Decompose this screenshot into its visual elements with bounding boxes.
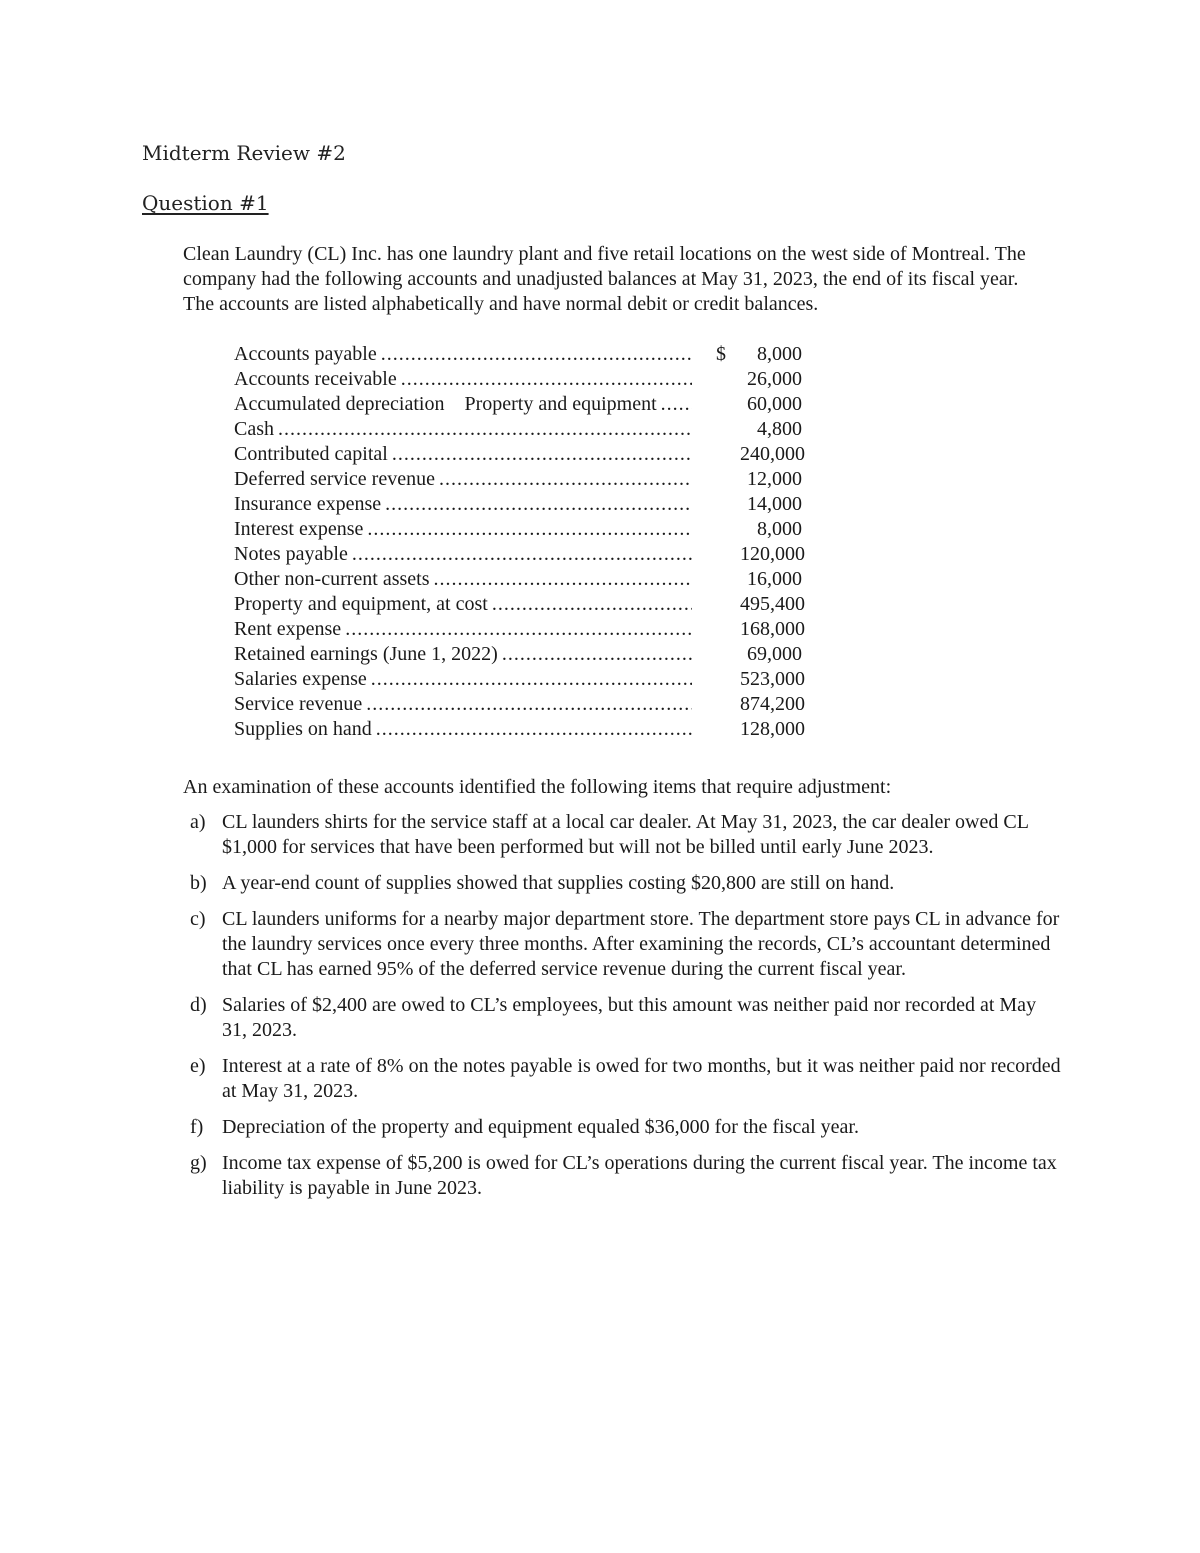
item-letter: g) [190, 1152, 207, 1174]
account-name: Deferred service revenue [234, 468, 435, 490]
account-name: Rent expense [234, 618, 342, 640]
account-amount: 4,800 [757, 418, 802, 440]
account-amount: 523,000 [740, 668, 805, 690]
item-text: Income tax expense of $5,200 is owed for CL’s operations during the current fiscal year. The income tax liability is payable in June 2023. [222, 1152, 1057, 1199]
item-letter: f) [190, 1116, 204, 1138]
item-text: Depreciation of the property and equipment equaled $36,000 for the fiscal year. [222, 1116, 859, 1138]
item-text: Interest at a rate of 8% on the notes payable is owed for two months, but it was neither paid nor recorded at May 31, 2023. [222, 1055, 1061, 1102]
leader-dots [376, 717, 692, 742]
account-row [234, 692, 805, 717]
account-name: Notes payable [234, 543, 348, 565]
account-row [234, 542, 805, 567]
currency-symbol: $ [716, 343, 726, 365]
item-letter: a) [190, 811, 206, 833]
account-amount: 12,000 [747, 468, 802, 490]
item-letter: e) [190, 1055, 206, 1077]
leader-dots [492, 592, 692, 617]
account-row [234, 642, 802, 667]
item-letter: b) [190, 872, 207, 894]
leader-dots [371, 667, 692, 692]
adjustment-item [190, 1054, 1065, 1104]
item-text: A year-end count of supplies showed that supplies costing $20,800 are still on hand. [222, 872, 895, 894]
account-amount: 14,000 [747, 493, 802, 515]
account-name: Other non-current assets [234, 568, 430, 590]
question-heading: Question #1 [142, 191, 269, 215]
item-letter: d) [190, 994, 207, 1016]
account-row [234, 442, 805, 467]
leader-dots [352, 542, 692, 567]
account-name: Property and equipment, at cost [234, 593, 488, 615]
account-row [234, 417, 802, 442]
leader-dots [401, 367, 692, 392]
account-row [234, 567, 802, 592]
leader-dots [366, 692, 692, 717]
adjustment-item [190, 993, 1065, 1043]
account-amount: 495,400 [740, 593, 805, 615]
account-name: Retained earnings (June 1, 2022) [234, 643, 498, 665]
account-row [234, 492, 802, 517]
leader-dots [367, 517, 692, 542]
examination-intro: An examination of these accounts identified the following items that require adjustment: [183, 776, 892, 798]
adjustment-item [190, 871, 1065, 896]
account-amount: 168,000 [740, 618, 805, 640]
account-amount: 16,000 [747, 568, 802, 590]
account-row [234, 667, 805, 692]
account-row [234, 592, 805, 617]
account-amount: 69,000 [747, 643, 802, 665]
account-name: Accumulated depreciation Property and equipment [234, 393, 657, 415]
account-name: Interest expense [234, 518, 364, 540]
account-amount: 120,000 [740, 543, 805, 565]
account-name: Contributed capital [234, 443, 388, 465]
adjustment-item [190, 1151, 1065, 1201]
item-text: CL launders shirts for the service staff at a local car dealer. At May 31, 2023, the car dealer owed CL $1,000 for services that have been performed but will not be billed until early June 2023. [222, 811, 1029, 858]
accounts-list [234, 342, 805, 742]
leader-dots [278, 417, 692, 442]
leader-dots [502, 642, 692, 667]
leader-dots [385, 492, 692, 517]
account-row [234, 342, 802, 367]
account-row [234, 392, 802, 417]
account-amount: 8,000 [757, 518, 802, 540]
item-text: Salaries of $2,400 are owed to CL’s employees, but this amount was neither paid nor recorded at May 31, 2023. [222, 994, 1037, 1041]
page-title: Midterm Review #2 [142, 141, 346, 165]
adjustment-item [190, 907, 1065, 982]
item-letter: c) [190, 908, 206, 930]
adjustment-list [190, 810, 1065, 1212]
account-row [234, 717, 805, 742]
account-name: Service revenue [234, 693, 363, 715]
account-amount: 8,000 [757, 343, 802, 365]
item-text: CL launders uniforms for a nearby major department store. The department store pays CL in advance for the laundry services once every three months. After examining the records, CL’s accountant determined that CL has earned 95% of the deferred service revenue during the current fiscal year. [222, 908, 1060, 980]
leader-dots [345, 617, 692, 642]
account-amount: 60,000 [747, 393, 802, 415]
account-name: Salaries expense [234, 668, 367, 690]
adjustment-item [190, 810, 1065, 860]
leader-dots [434, 567, 693, 592]
account-name: Accounts payable [234, 343, 377, 365]
account-row [234, 467, 802, 492]
account-name: Supplies on hand [234, 718, 372, 740]
account-row [234, 617, 805, 642]
account-amount: 128,000 [740, 718, 805, 740]
account-amount: 240,000 [740, 443, 805, 465]
intro-paragraph: Clean Laundry (CL) Inc. has one laundry plant and five retail locations on the west side of Montreal. The company had the following accounts and unadjusted balances at May 31, 2023, the end of its fiscal year. The accounts are listed alphabetically and have normal debit or credit balances. [183, 243, 1026, 315]
leader-dots [661, 392, 692, 417]
account-name: Insurance expense [234, 493, 382, 515]
account-amount: 874,200 [740, 693, 805, 715]
account-amount: 26,000 [747, 368, 802, 390]
leader-dots [392, 442, 692, 467]
account-name: Cash [234, 418, 274, 440]
account-name: Accounts receivable [234, 368, 397, 390]
account-row [234, 367, 802, 392]
account-row [234, 517, 802, 542]
leader-dots [381, 342, 692, 367]
adjustment-item [190, 1115, 1065, 1140]
leader-dots [439, 467, 692, 492]
